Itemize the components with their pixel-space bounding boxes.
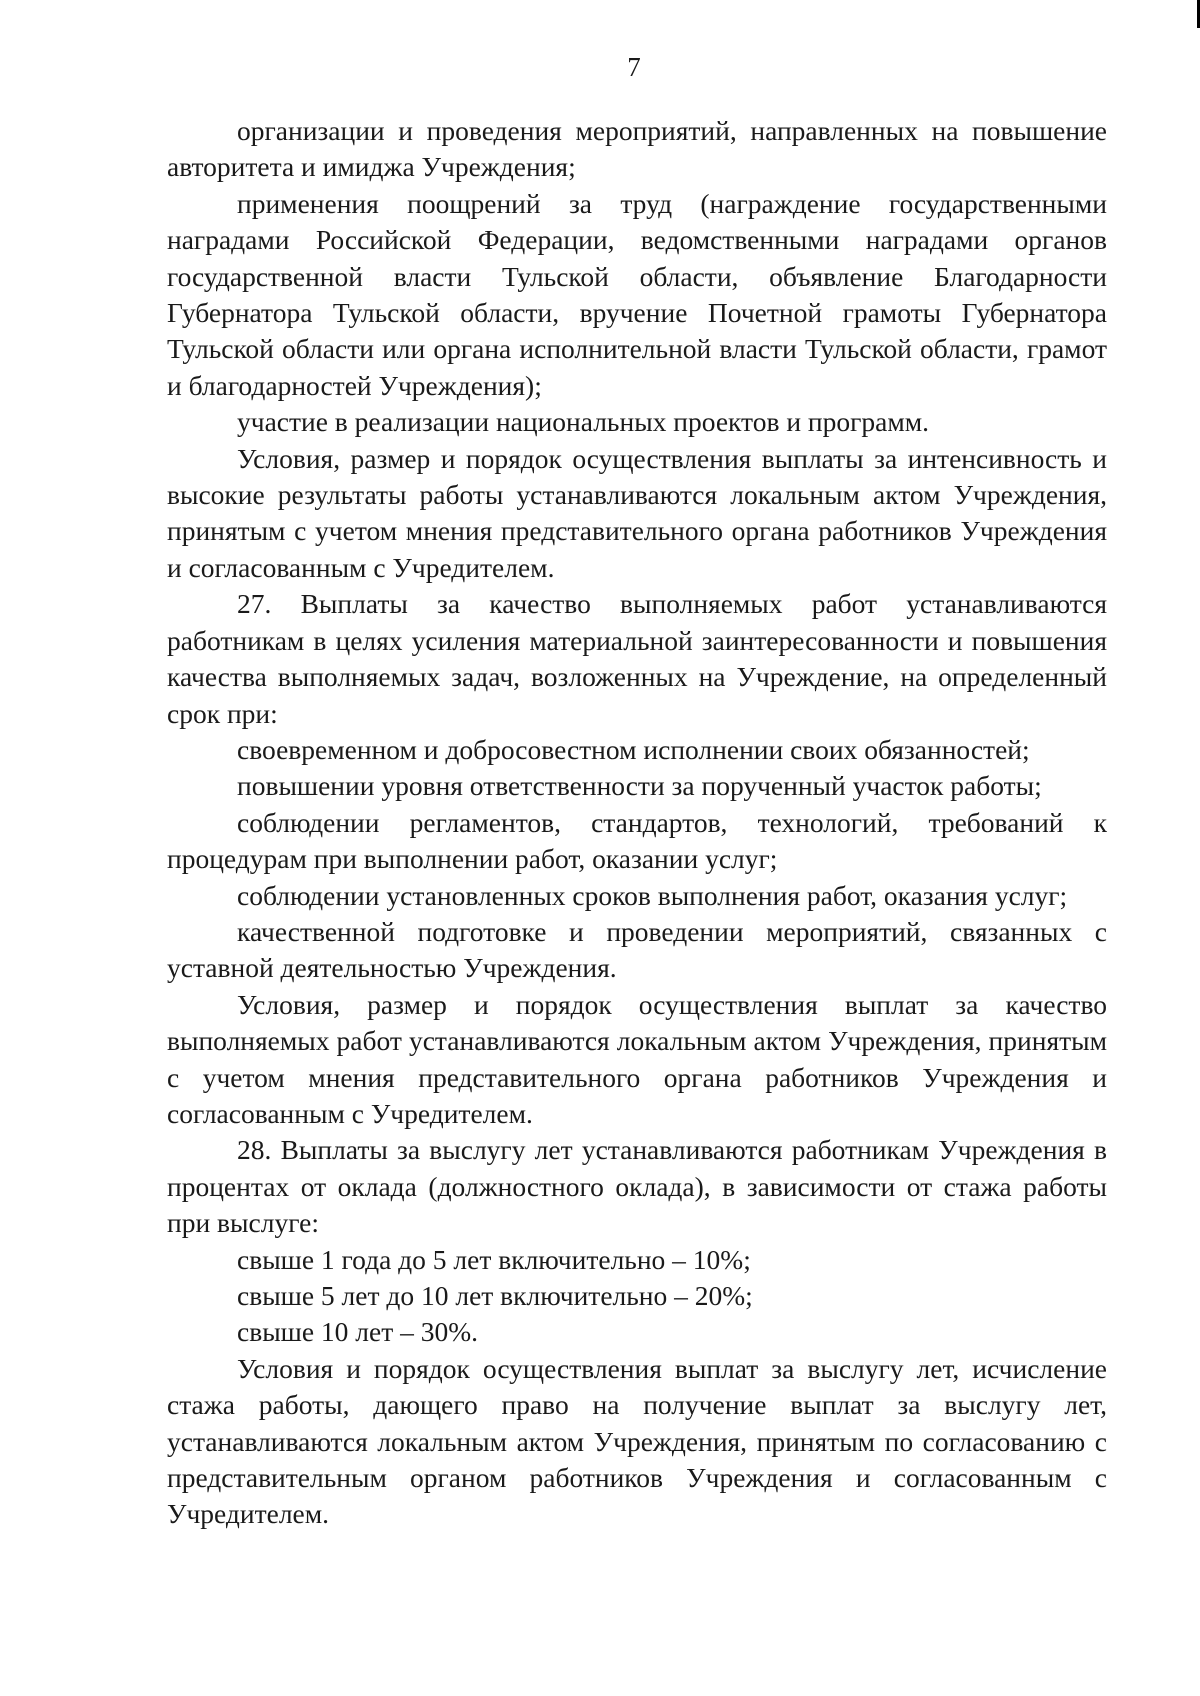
paragraph-timely-performance: своевременном и добросовестном исполнении своих обязанностей;	[237, 733, 1030, 765]
paragraph-seniority-20: свыше 5 лет до 10 лет включительно – 20%;	[237, 1280, 753, 1311]
document-body	[167, 113, 1107, 1533]
paragraph-quality-conditions: Условия, размер и порядок осуществления выплат за качество выполняемых работ устанавливаются локальным актом Учреждения, принятым с учетом мнения представительного органа работников Учреждения и согласованным с Учредителем.	[167, 988, 1107, 1129]
page-number: 7	[627, 52, 641, 82]
paragraph-clause-27: 27. Выплаты за качество выполняемых работ устанавливаются работникам в целях усиления материальной заинтересованности и повышения качества выполняемых задач, возложенных на Учреждение, на определенный срок при:	[167, 588, 1107, 729]
paragraph-national-projects: участие в реализации национальных проектов и программ.	[237, 406, 930, 438]
paragraph-seniority-30: свыше 10 лет – 30%.	[237, 1316, 479, 1348]
paragraph-regulations: соблюдении регламентов, стандартов, технологий, требований к процедурам при выполнении работ, оказании услуг;	[167, 806, 1107, 875]
paragraph-intensity-conditions: Условия, размер и порядок осуществления выплаты за интенсивность и высокие результаты работы устанавливаются локальным актом Учреждения, принятым с учетом мнения представительного органа работников Учреждения и согласованным с Учредителем.	[167, 442, 1107, 583]
paragraph-event-preparation: качественной подготовке и проведении мероприятий, связанных с уставной деятельностью Учреждения.	[167, 915, 1107, 984]
paragraph-responsibility: повышении уровня ответственности за порученный участок работы;	[237, 770, 1042, 802]
paragraph-incentives: применения поощрений за труд (награждение государственными наградами Российской Федерации, ведомственными наградами органов государственной власти Тульской области, объявление Благодарности Губернатора Тульской области, вручение Почетной грамоты Губернатора Тульской области или органа исполнительной власти Тульской области, грамот и благодарностей Учреждения);	[167, 187, 1107, 401]
paragraph-events: организации и проведения мероприятий, направленных на повышение авторитета и имиджа Учреждения;	[167, 115, 1107, 183]
paragraph-seniority-conditions: Условия и порядок осуществления выплат за выслугу лет, исчисление стажа работы, дающего право на получение выплат за выслугу лет, устанавливаются локальным актом Учреждения, принятым по согласованию с представительным органом работников Учреждения и согласованным с Учредителем.	[167, 1352, 1107, 1530]
paragraph-clause-28: 28. Выплаты за выслугу лет устанавливаются работникам Учреждения в процентах от оклада (должностного оклада), в зависимости от стажа работы при выслуге:	[167, 1134, 1107, 1239]
paragraph-seniority-10: свыше 1 года до 5 лет включительно – 10%;	[237, 1243, 751, 1275]
paragraph-deadlines: соблюдении установленных сроков выполнения работ, оказания услуг;	[237, 879, 1068, 911]
